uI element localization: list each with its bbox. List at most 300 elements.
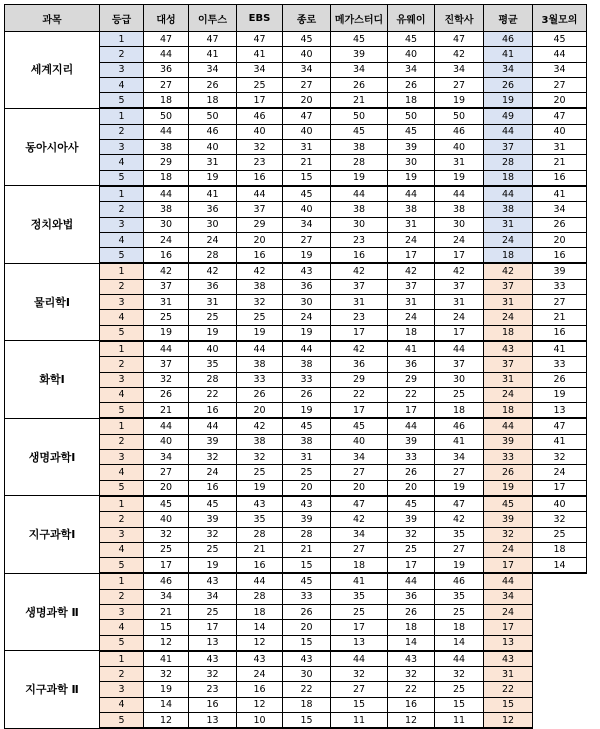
- average-cell: 38: [484, 202, 533, 217]
- average-cell: 46: [484, 32, 533, 47]
- score-cell: 16: [237, 248, 283, 264]
- average-cell: 24: [484, 387, 533, 402]
- march-mock-cell: 32: [533, 512, 587, 527]
- score-cell: 43: [237, 496, 283, 512]
- score-cell: 27: [435, 465, 484, 480]
- empty-cell: [533, 682, 587, 697]
- score-cell: 42: [237, 418, 283, 434]
- score-cell: 22: [388, 682, 435, 697]
- average-cell: 34: [484, 589, 533, 604]
- table-row: [5, 496, 587, 512]
- empty-cell: [533, 667, 587, 682]
- score-cell: 26: [388, 604, 435, 619]
- score-cell: 15: [283, 170, 331, 186]
- score-cell: 40: [144, 434, 189, 449]
- score-cell: 12: [237, 635, 283, 651]
- average-cell: 41: [484, 47, 533, 62]
- score-cell: 18: [283, 697, 331, 712]
- score-cell: 36: [388, 357, 435, 372]
- score-cell: 13: [331, 635, 388, 651]
- score-cell: 47: [435, 32, 484, 47]
- score-cell: 18: [331, 558, 388, 574]
- score-cell: 46: [189, 124, 237, 139]
- average-cell: 26: [484, 465, 533, 480]
- score-cell: 16: [237, 170, 283, 186]
- score-cell: 20: [283, 620, 331, 635]
- score-cell: 27: [144, 77, 189, 92]
- score-cell: 25: [237, 465, 283, 480]
- subject-name: 화학Ⅰ: [5, 341, 100, 418]
- score-cell: 37: [435, 357, 484, 372]
- score-cell: 40: [237, 124, 283, 139]
- score-cell: 40: [189, 140, 237, 155]
- score-cell: 19: [189, 558, 237, 574]
- score-cell: 42: [435, 263, 484, 279]
- score-cell: 17: [144, 558, 189, 574]
- score-cell: 31: [388, 217, 435, 232]
- score-cell: 27: [283, 77, 331, 92]
- grade-cell: 1: [100, 32, 144, 47]
- grade-cell: 4: [100, 465, 144, 480]
- score-cell: 19: [331, 170, 388, 186]
- score-cell: 41: [331, 573, 388, 589]
- grade-cell: 2: [100, 124, 144, 139]
- score-cell: 46: [435, 124, 484, 139]
- grade-cell: 2: [100, 202, 144, 217]
- score-cell: 38: [144, 140, 189, 155]
- subject-name: 지구과학Ⅰ: [5, 496, 100, 573]
- score-cell: 25: [189, 604, 237, 619]
- average-cell: 24: [484, 310, 533, 325]
- march-mock-cell: 17: [533, 480, 587, 496]
- score-cell: 45: [388, 124, 435, 139]
- score-cell: 42: [189, 263, 237, 279]
- average-cell: 17: [484, 558, 533, 574]
- score-cell: 21: [237, 542, 283, 557]
- score-cell: 26: [237, 387, 283, 402]
- table-row: [5, 32, 587, 47]
- score-cell: 28: [237, 589, 283, 604]
- score-cell: 18: [388, 93, 435, 109]
- score-cell: 27: [331, 465, 388, 480]
- empty-cell: [533, 620, 587, 635]
- score-cell: 26: [283, 387, 331, 402]
- score-cell: 25: [237, 77, 283, 92]
- score-cell: 17: [388, 558, 435, 574]
- score-cell: 24: [189, 232, 237, 247]
- score-cell: 34: [237, 62, 283, 77]
- grade-cut-table: [4, 4, 587, 729]
- average-cell: 31: [484, 217, 533, 232]
- grade-cell: 5: [100, 170, 144, 186]
- march-mock-cell: 41: [533, 434, 587, 449]
- grade-cell: 3: [100, 682, 144, 697]
- score-cell: 32: [435, 667, 484, 682]
- grade-cell: 3: [100, 62, 144, 77]
- average-cell: 44: [484, 186, 533, 202]
- average-cell: 31: [484, 295, 533, 310]
- score-cell: 14: [144, 697, 189, 712]
- average-cell: 31: [484, 667, 533, 682]
- average-cell: 32: [484, 527, 533, 542]
- average-cell: 19: [484, 480, 533, 496]
- score-cell: 44: [331, 651, 388, 667]
- score-cell: 34: [331, 62, 388, 77]
- score-cell: 39: [388, 512, 435, 527]
- score-cell: 28: [189, 248, 237, 264]
- grade-cell: 5: [100, 635, 144, 651]
- score-cell: 46: [435, 418, 484, 434]
- score-cell: 42: [331, 512, 388, 527]
- header-subject: 과목: [5, 5, 100, 32]
- score-cell: 44: [435, 186, 484, 202]
- table-row: [5, 186, 587, 202]
- header-march-mock: 3월모의: [533, 5, 587, 32]
- score-cell: 30: [435, 372, 484, 387]
- score-cell: 26: [189, 77, 237, 92]
- score-cell: 21: [144, 604, 189, 619]
- score-cell: 12: [144, 713, 189, 729]
- average-cell: 37: [484, 279, 533, 294]
- score-cell: 25: [189, 542, 237, 557]
- score-cell: 27: [435, 542, 484, 557]
- score-cell: 29: [388, 372, 435, 387]
- score-cell: 44: [237, 186, 283, 202]
- average-cell: 18: [484, 248, 533, 264]
- grade-cell: 4: [100, 387, 144, 402]
- score-cell: 30: [189, 217, 237, 232]
- score-cell: 29: [237, 217, 283, 232]
- table-row: [5, 108, 587, 124]
- score-cell: 17: [331, 403, 388, 419]
- average-cell: 15: [484, 697, 533, 712]
- score-cell: 28: [331, 155, 388, 170]
- score-cell: 32: [331, 667, 388, 682]
- score-cell: 34: [189, 589, 237, 604]
- score-cell: 20: [237, 403, 283, 419]
- grade-cell: 5: [100, 558, 144, 574]
- score-cell: 37: [435, 279, 484, 294]
- grade-cell: 5: [100, 325, 144, 341]
- score-cell: 24: [144, 232, 189, 247]
- table-row: [5, 418, 587, 434]
- average-cell: 43: [484, 651, 533, 667]
- score-cell: 32: [144, 372, 189, 387]
- score-cell: 34: [331, 450, 388, 465]
- score-cell: 44: [388, 573, 435, 589]
- score-cell: 32: [144, 667, 189, 682]
- march-mock-cell: 47: [533, 418, 587, 434]
- grade-cell: 1: [100, 108, 144, 124]
- score-cell: 30: [283, 667, 331, 682]
- score-cell: 43: [283, 651, 331, 667]
- score-cell: 12: [388, 713, 435, 729]
- subject-name: 세계지리: [5, 32, 100, 109]
- score-cell: 15: [435, 697, 484, 712]
- score-cell: 31: [144, 295, 189, 310]
- average-cell: 24: [484, 604, 533, 619]
- score-cell: 22: [189, 387, 237, 402]
- score-cell: 24: [435, 232, 484, 247]
- score-cell: 38: [331, 202, 388, 217]
- score-cell: 33: [388, 450, 435, 465]
- score-cell: 37: [144, 357, 189, 372]
- score-cell: 36: [388, 589, 435, 604]
- average-cell: 19: [484, 93, 533, 109]
- score-cell: 29: [331, 372, 388, 387]
- score-cell: 24: [388, 310, 435, 325]
- grade-cell: 5: [100, 248, 144, 264]
- score-cell: 47: [435, 496, 484, 512]
- score-cell: 43: [388, 651, 435, 667]
- score-cell: 50: [435, 108, 484, 124]
- score-cell: 16: [331, 248, 388, 264]
- header-row: [5, 5, 587, 32]
- march-mock-cell: 33: [533, 357, 587, 372]
- score-cell: 33: [283, 589, 331, 604]
- score-cell: 16: [189, 480, 237, 496]
- score-cell: 37: [144, 279, 189, 294]
- score-cell: 19: [237, 325, 283, 341]
- header-megastudy: 메가스터디: [331, 5, 388, 32]
- score-cell: 32: [144, 527, 189, 542]
- score-cell: 37: [331, 279, 388, 294]
- score-cell: 31: [435, 155, 484, 170]
- march-mock-cell: 16: [533, 170, 587, 186]
- score-cell: 33: [237, 372, 283, 387]
- score-cell: 20: [237, 232, 283, 247]
- score-cell: 20: [144, 480, 189, 496]
- score-cell: 50: [388, 108, 435, 124]
- score-cell: 35: [237, 512, 283, 527]
- score-cell: 41: [144, 651, 189, 667]
- march-mock-cell: 25: [533, 527, 587, 542]
- average-cell: 13: [484, 635, 533, 651]
- score-cell: 19: [283, 325, 331, 341]
- score-cell: 12: [144, 635, 189, 651]
- score-cell: 19: [237, 480, 283, 496]
- grade-cell: 1: [100, 418, 144, 434]
- march-mock-cell: 21: [533, 155, 587, 170]
- score-cell: 42: [388, 263, 435, 279]
- score-cell: 21: [144, 403, 189, 419]
- grade-cell: 4: [100, 542, 144, 557]
- march-mock-cell: 34: [533, 202, 587, 217]
- score-cell: 19: [189, 325, 237, 341]
- average-cell: 45: [484, 496, 533, 512]
- score-cell: 22: [283, 682, 331, 697]
- score-cell: 13: [189, 635, 237, 651]
- score-cell: 36: [283, 279, 331, 294]
- score-cell: 44: [144, 341, 189, 357]
- grade-cell: 2: [100, 589, 144, 604]
- header-jongro: 종로: [283, 5, 331, 32]
- score-cell: 45: [283, 32, 331, 47]
- score-cell: 50: [331, 108, 388, 124]
- empty-cell: [533, 713, 587, 729]
- score-cell: 25: [144, 542, 189, 557]
- average-cell: 34: [484, 62, 533, 77]
- score-cell: 44: [237, 341, 283, 357]
- score-cell: 19: [144, 325, 189, 341]
- score-cell: 39: [283, 512, 331, 527]
- score-cell: 31: [189, 295, 237, 310]
- score-cell: 27: [331, 542, 388, 557]
- score-cell: 47: [283, 108, 331, 124]
- score-cell: 18: [189, 93, 237, 109]
- score-cell: 43: [189, 573, 237, 589]
- grade-cell: 1: [100, 263, 144, 279]
- score-cell: 40: [388, 47, 435, 62]
- score-cell: 32: [189, 667, 237, 682]
- score-cell: 44: [144, 186, 189, 202]
- score-cell: 15: [283, 713, 331, 729]
- score-cell: 38: [237, 357, 283, 372]
- score-cell: 16: [388, 697, 435, 712]
- score-cell: 16: [189, 403, 237, 419]
- average-cell: 37: [484, 357, 533, 372]
- score-cell: 33: [283, 372, 331, 387]
- score-cell: 34: [331, 527, 388, 542]
- score-cell: 25: [331, 604, 388, 619]
- score-cell: 17: [237, 93, 283, 109]
- march-mock-cell: 20: [533, 93, 587, 109]
- score-cell: 34: [144, 450, 189, 465]
- score-cell: 36: [189, 279, 237, 294]
- average-cell: 18: [484, 403, 533, 419]
- score-cell: 31: [189, 155, 237, 170]
- score-cell: 29: [144, 155, 189, 170]
- march-mock-cell: 26: [533, 217, 587, 232]
- score-cell: 27: [435, 77, 484, 92]
- score-cell: 20: [283, 93, 331, 109]
- average-cell: 18: [484, 325, 533, 341]
- score-cell: 31: [388, 295, 435, 310]
- score-cell: 18: [435, 403, 484, 419]
- score-cell: 38: [435, 202, 484, 217]
- score-cell: 11: [435, 713, 484, 729]
- score-cell: 12: [237, 697, 283, 712]
- score-cell: 34: [144, 589, 189, 604]
- score-cell: 25: [237, 310, 283, 325]
- score-cell: 50: [144, 108, 189, 124]
- average-cell: 44: [484, 418, 533, 434]
- score-cell: 26: [388, 77, 435, 92]
- score-cell: 45: [331, 418, 388, 434]
- score-cell: 35: [331, 589, 388, 604]
- grade-cell: 3: [100, 295, 144, 310]
- score-cell: 45: [388, 496, 435, 512]
- march-mock-cell: 27: [533, 77, 587, 92]
- score-cell: 32: [388, 667, 435, 682]
- score-cell: 38: [331, 140, 388, 155]
- score-cell: 32: [237, 450, 283, 465]
- score-cell: 28: [283, 527, 331, 542]
- score-cell: 37: [237, 202, 283, 217]
- score-cell: 34: [435, 62, 484, 77]
- table-row: [5, 341, 587, 357]
- score-cell: 24: [189, 465, 237, 480]
- average-cell: 26: [484, 77, 533, 92]
- grade-cell: 4: [100, 620, 144, 635]
- score-cell: 19: [435, 558, 484, 574]
- score-cell: 43: [189, 651, 237, 667]
- score-cell: 31: [435, 295, 484, 310]
- subject-name: 지구과학 Ⅱ: [5, 651, 100, 728]
- march-mock-cell: 24: [533, 465, 587, 480]
- score-cell: 40: [189, 341, 237, 357]
- score-cell: 17: [388, 248, 435, 264]
- score-cell: 39: [331, 47, 388, 62]
- score-cell: 32: [388, 527, 435, 542]
- score-cell: 20: [331, 480, 388, 496]
- grade-cell: 3: [100, 140, 144, 155]
- score-cell: 45: [331, 32, 388, 47]
- score-cell: 45: [283, 186, 331, 202]
- table-row: [5, 651, 587, 667]
- score-cell: 16: [237, 558, 283, 574]
- score-cell: 19: [144, 682, 189, 697]
- score-cell: 31: [331, 295, 388, 310]
- march-mock-cell: 16: [533, 325, 587, 341]
- empty-cell: [533, 635, 587, 651]
- score-cell: 42: [331, 263, 388, 279]
- score-cell: 17: [435, 325, 484, 341]
- score-cell: 16: [144, 248, 189, 264]
- score-cell: 26: [144, 387, 189, 402]
- score-cell: 19: [189, 170, 237, 186]
- score-cell: 18: [388, 620, 435, 635]
- score-cell: 24: [388, 232, 435, 247]
- average-cell: 28: [484, 155, 533, 170]
- score-cell: 44: [144, 124, 189, 139]
- average-cell: 39: [484, 512, 533, 527]
- grade-cell: 1: [100, 651, 144, 667]
- score-cell: 28: [237, 527, 283, 542]
- average-cell: 39: [484, 434, 533, 449]
- march-mock-cell: 26: [533, 372, 587, 387]
- score-cell: 35: [189, 357, 237, 372]
- score-cell: 41: [388, 341, 435, 357]
- grade-cell: 2: [100, 512, 144, 527]
- score-cell: 47: [189, 32, 237, 47]
- grade-cell: 2: [100, 357, 144, 372]
- table-body: [5, 32, 587, 729]
- score-cell: 18: [237, 604, 283, 619]
- header-average: 평균: [484, 5, 533, 32]
- score-cell: 38: [283, 357, 331, 372]
- empty-cell: [533, 589, 587, 604]
- score-cell: 38: [237, 279, 283, 294]
- empty-cell: [533, 604, 587, 619]
- score-cell: 46: [435, 573, 484, 589]
- score-cell: 18: [435, 620, 484, 635]
- score-cell: 25: [435, 387, 484, 402]
- score-cell: 47: [237, 32, 283, 47]
- grade-cell: 5: [100, 713, 144, 729]
- score-cell: 45: [331, 124, 388, 139]
- score-cell: 34: [189, 62, 237, 77]
- score-cell: 23: [331, 310, 388, 325]
- march-mock-cell: 45: [533, 32, 587, 47]
- score-cell: 31: [283, 450, 331, 465]
- score-cell: 44: [283, 341, 331, 357]
- grade-cell: 2: [100, 434, 144, 449]
- score-cell: 41: [237, 47, 283, 62]
- grade-cell: 5: [100, 403, 144, 419]
- score-cell: 19: [435, 480, 484, 496]
- score-cell: 42: [435, 47, 484, 62]
